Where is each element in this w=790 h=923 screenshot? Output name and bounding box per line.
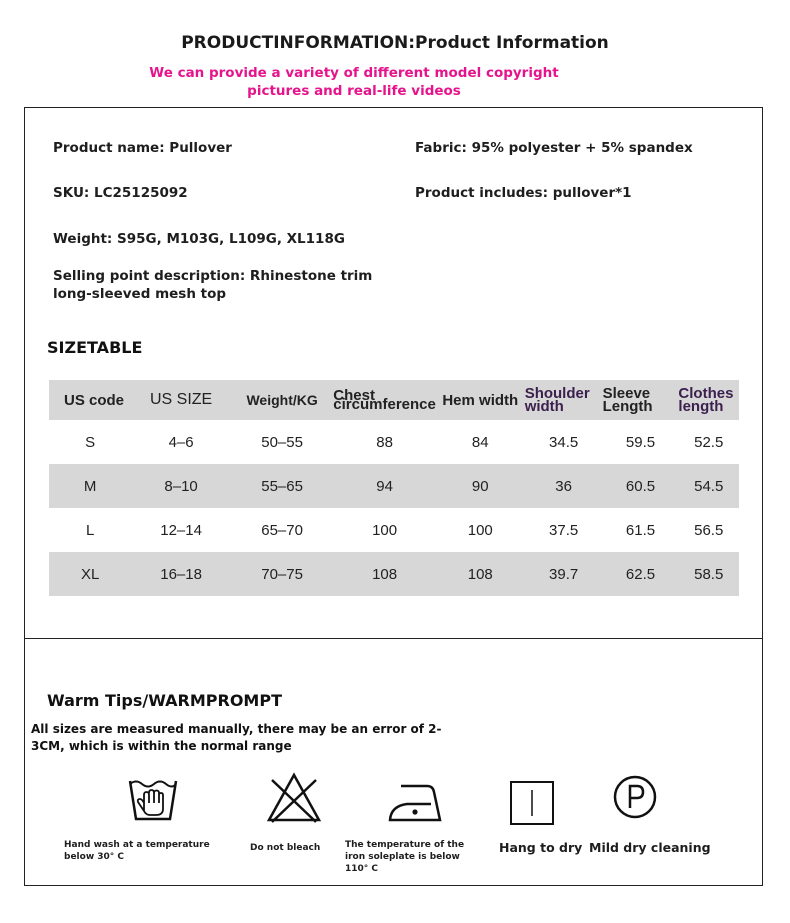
product-includes: Product includes: pullover*1 [415, 185, 632, 201]
header-hem: Hem width [436, 380, 525, 420]
dry-clean-caption: Mild dry cleaning [589, 840, 711, 855]
cell-shoulder: 37.5 [549, 521, 579, 539]
no-bleach-icon [266, 772, 322, 824]
cell-us-size: 8–10 [131, 464, 231, 508]
header-sleeve: Sleeve Length [603, 380, 679, 420]
cell-weight: 50–55 [261, 433, 303, 451]
size-table [49, 380, 739, 596]
hang-dry-caption: Hang to dry [499, 840, 583, 855]
table-row [49, 552, 739, 596]
cell-us-size: 16–18 [131, 552, 231, 596]
cell-hem: 90 [436, 464, 525, 508]
cell-clothes-length: 56.5 [694, 521, 724, 539]
hang-dry-icon [509, 780, 555, 826]
size-table-title: SIZETABLE [47, 338, 143, 357]
product-fabric: Fabric: 95% polyester + 5% spandex [415, 140, 693, 156]
header-weight: Weight/KG [231, 380, 333, 420]
header-us-size: US SIZE [131, 380, 231, 420]
cell-clothes-length: 58.5 [678, 552, 739, 596]
cell-chest: 88 [376, 433, 393, 451]
cell-shoulder: 39.7 [525, 552, 603, 596]
header-chest: Chest circumference [333, 380, 436, 420]
table-row [49, 508, 739, 552]
iron-caption: The temperature of the iron soleplate is below 110° C [345, 840, 465, 874]
cell-sleeve: 61.5 [625, 521, 656, 539]
hand-wash-icon [128, 775, 178, 825]
dry-clean-icon [612, 774, 658, 820]
iron-icon [387, 780, 443, 824]
header-us-code: US code [49, 380, 131, 420]
no-bleach-caption: Do not bleach [250, 843, 321, 853]
cell-us-code: XL [49, 552, 131, 596]
tips-note: All sizes are measured manually, there may be an error of 2-3CM, which is within the normal range [31, 722, 442, 753]
cell-weight: 65–70 [261, 521, 303, 539]
page-title: PRODUCTINFORMATION:Product Information [181, 33, 609, 53]
cell-chest: 100 [372, 521, 398, 539]
cell-clothes-length: 54.5 [678, 464, 739, 508]
cell-hem: 84 [471, 433, 489, 451]
cell-us-size: 12–14 [160, 521, 202, 539]
promo-text: We can provide a variety of different model copyright pictures and real-life videos [149, 65, 559, 99]
cell-clothes-length: 52.5 [694, 433, 724, 451]
section-divider [24, 638, 763, 639]
product-sku: SKU: LC25125092 [53, 185, 188, 201]
header-shoulder: Shoulder width [525, 380, 603, 420]
product-selling-point: Selling point description: Rhinestone trim long-sleeved mesh top [53, 268, 373, 302]
hand-wash-caption: Hand wash at a temperature below 30° C [64, 840, 210, 862]
size-table-header [49, 380, 739, 420]
table-row [49, 420, 739, 464]
cell-chest: 94 [333, 464, 436, 508]
cell-shoulder: 34.5 [549, 433, 579, 451]
cell-weight: 70–75 [231, 552, 333, 596]
header-clothes-length: Clothes length [678, 380, 739, 420]
cell-us-code: S [85, 433, 96, 451]
product-weight: Weight: S95G, M103G, L109G, XL118G [53, 231, 345, 247]
product-name: Product name: Pullover [53, 140, 232, 156]
cell-hem: 108 [436, 552, 525, 596]
table-row [49, 464, 739, 508]
cell-us-code: L [85, 521, 95, 539]
tips-title: Warm Tips/WARMPROMPT [47, 691, 282, 710]
cell-us-code: M [49, 464, 131, 508]
cell-hem: 100 [467, 521, 493, 539]
cell-sleeve: 60.5 [603, 464, 679, 508]
cell-shoulder: 36 [525, 464, 603, 508]
cell-us-size: 4–6 [168, 433, 194, 451]
cell-chest: 108 [333, 552, 436, 596]
cell-weight: 55–65 [231, 464, 333, 508]
cell-sleeve: 62.5 [603, 552, 679, 596]
cell-sleeve: 59.5 [625, 433, 656, 451]
